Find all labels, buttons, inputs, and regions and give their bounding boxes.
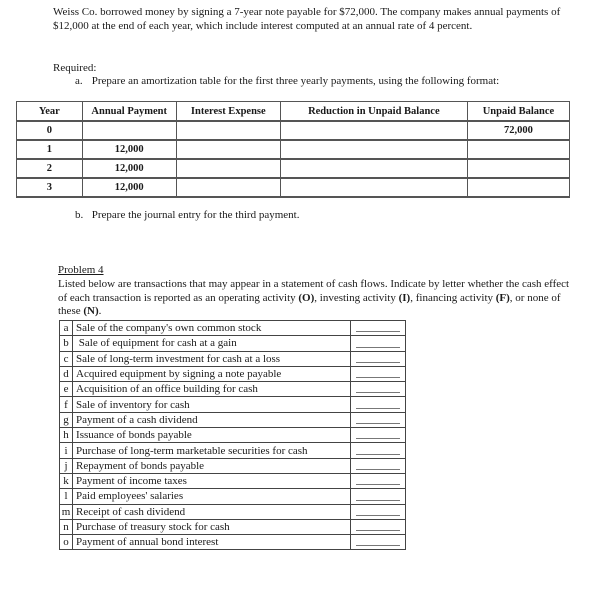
transaction-letter: b <box>60 336 73 351</box>
answer-blank[interactable] <box>350 397 405 412</box>
problem3-intro: Weiss Co. borrowed money by signing a 7-year note payable for $72,000. The company makes annual payments of $12,000 at the end of each year, which include interest computed at an annual rate of 4 percent. <box>53 6 561 32</box>
cell-reduction[interactable] <box>280 121 467 140</box>
transaction-description: Sale of the company's own common stock <box>73 321 351 336</box>
answer-blank[interactable] <box>350 336 405 351</box>
blank-line <box>356 377 400 378</box>
header-year: Year <box>17 102 83 122</box>
transaction-row <box>60 428 406 443</box>
transaction-description: Payment of a cash dividend <box>73 412 351 427</box>
cell-interest-expense[interactable] <box>176 159 280 178</box>
blank-line <box>356 469 400 470</box>
cell-year: 2 <box>17 159 83 178</box>
cell-year: 1 <box>17 140 83 159</box>
requirement-a-text: Prepare an amortization table for the first three yearly payments, using the following format: <box>91 75 500 87</box>
transaction-row <box>60 504 406 519</box>
transaction-description: Receipt of cash dividend <box>73 504 351 519</box>
answer-blank[interactable] <box>350 504 405 519</box>
transaction-description: Issuance of bonds payable <box>73 428 351 443</box>
description-text: Listed below are transactions that may appear in a statement of cash flows. Indicate by letter whether the cash effect of each transaction is reported as an operating activity <box>58 278 570 304</box>
requirement-a <box>75 75 499 87</box>
transaction-letter: c <box>60 351 73 366</box>
blank-line <box>356 515 400 516</box>
transaction-description: Paid employees' salaries <box>73 489 351 504</box>
answer-blank[interactable] <box>350 412 405 427</box>
requirement-a-letter: a. <box>75 75 83 87</box>
header-interest-expense: Interest Expense <box>176 102 280 122</box>
answer-blank[interactable] <box>350 489 405 504</box>
transaction-row <box>60 366 406 381</box>
transaction-letter: j <box>60 458 73 473</box>
blank-line <box>356 454 400 455</box>
description-text: , or none of these <box>58 291 561 317</box>
answer-blank[interactable] <box>350 351 405 366</box>
transaction-letter: o <box>60 535 73 550</box>
transaction-letter: i <box>60 443 73 458</box>
blank-line <box>356 392 400 393</box>
cell-unpaid-balance[interactable] <box>467 159 569 178</box>
problem4-title: Problem 4 <box>58 264 104 276</box>
transaction-description: Sale of equipment for cash at a gain <box>73 336 351 351</box>
transaction-letter: d <box>60 366 73 381</box>
transaction-description: Repayment of bonds payable <box>73 458 351 473</box>
cell-annual-payment[interactable]: 12,000 <box>82 140 176 159</box>
cell-annual-payment[interactable]: 12,000 <box>82 178 176 197</box>
requirement-b-letter: b. <box>75 209 84 221</box>
amortization-row <box>17 178 570 197</box>
answer-blank[interactable] <box>350 519 405 534</box>
blank-line <box>356 408 400 409</box>
answer-blank[interactable] <box>350 473 405 488</box>
transaction-row <box>60 382 406 397</box>
requirement-b-text: Prepare the journal entry for the third payment. <box>91 209 300 221</box>
transaction-letter: a <box>60 321 73 336</box>
transaction-row <box>60 351 406 366</box>
amortization-table <box>16 101 570 198</box>
investing-code: (I) <box>398 291 411 304</box>
financing-code: (F) <box>495 291 510 304</box>
blank-line <box>356 331 400 332</box>
cell-year: 3 <box>17 178 83 197</box>
transaction-row <box>60 443 406 458</box>
transaction-row <box>60 473 406 488</box>
transaction-row <box>60 412 406 427</box>
transaction-letter: n <box>60 519 73 534</box>
blank-line <box>356 347 400 348</box>
answer-blank[interactable] <box>350 458 405 473</box>
transaction-letter: g <box>60 412 73 427</box>
amortization-row <box>17 140 570 159</box>
cell-annual-payment[interactable]: 12,000 <box>82 159 176 178</box>
transaction-description: Purchase of treasury stock for cash <box>73 519 351 534</box>
cell-reduction[interactable] <box>280 178 467 197</box>
cell-reduction[interactable] <box>280 140 467 159</box>
description-text: , financing activity <box>410 291 496 304</box>
required-label: Required: <box>53 62 97 74</box>
transaction-description: Purchase of long-term marketable securities for cash <box>73 443 351 458</box>
cell-annual-payment[interactable] <box>82 121 176 140</box>
blank-line <box>356 484 400 485</box>
transaction-description: Sale of inventory for cash <box>73 397 351 412</box>
answer-blank[interactable] <box>350 443 405 458</box>
header-annual-payment: Annual Payment <box>82 102 176 122</box>
answer-blank[interactable] <box>350 382 405 397</box>
requirement-b <box>75 209 299 221</box>
transaction-row <box>60 458 406 473</box>
description-text: , investing activity <box>314 291 399 304</box>
cell-interest-expense[interactable] <box>176 121 280 140</box>
blank-line <box>356 545 400 546</box>
blank-line <box>356 500 400 501</box>
transaction-row <box>60 321 406 336</box>
transaction-letter: e <box>60 382 73 397</box>
cell-year: 0 <box>17 121 83 140</box>
transaction-row <box>60 535 406 550</box>
transaction-description: Acquisition of an office building for cash <box>73 382 351 397</box>
header-reduction-unpaid-balance: Reduction in Unpaid Balance <box>280 102 467 122</box>
operating-code: (O) <box>298 291 315 304</box>
transaction-letter: m <box>60 504 73 519</box>
cell-interest-expense[interactable] <box>176 140 280 159</box>
transaction-description: Acquired equipment by signing a note payable <box>73 366 351 381</box>
transaction-row <box>60 489 406 504</box>
cell-reduction[interactable] <box>280 159 467 178</box>
blank-line <box>356 438 400 439</box>
amortization-row <box>17 159 570 178</box>
answer-blank[interactable] <box>350 428 405 443</box>
header-unpaid-balance: Unpaid Balance <box>467 102 569 122</box>
transaction-row <box>60 519 406 534</box>
blank-line <box>356 362 400 363</box>
transaction-letter: l <box>60 489 73 504</box>
description-text: . <box>98 305 102 317</box>
blank-line <box>356 423 400 424</box>
transaction-letter: h <box>60 428 73 443</box>
cell-unpaid-balance[interactable] <box>467 178 569 197</box>
answer-blank[interactable] <box>350 321 405 336</box>
amortization-header-row <box>17 102 570 122</box>
cell-unpaid-balance[interactable]: 72,000 <box>467 121 569 140</box>
transaction-letter: f <box>60 397 73 412</box>
blank-line <box>356 530 400 531</box>
transaction-description: Sale of long-term investment for cash at a loss <box>73 351 351 366</box>
transaction-row <box>60 336 406 351</box>
answer-blank[interactable] <box>350 366 405 381</box>
transaction-description: Payment of annual bond interest <box>73 535 351 550</box>
transaction-row <box>60 397 406 412</box>
transaction-description: Payment of income taxes <box>73 473 351 488</box>
none-code: (N) <box>83 305 99 317</box>
cell-unpaid-balance[interactable] <box>467 140 569 159</box>
answer-blank[interactable] <box>350 535 405 550</box>
cell-interest-expense[interactable] <box>176 178 280 197</box>
transaction-letter: k <box>60 473 73 488</box>
problem4-description <box>58 278 578 319</box>
amortization-row <box>17 121 570 140</box>
transactions-table <box>59 320 406 550</box>
